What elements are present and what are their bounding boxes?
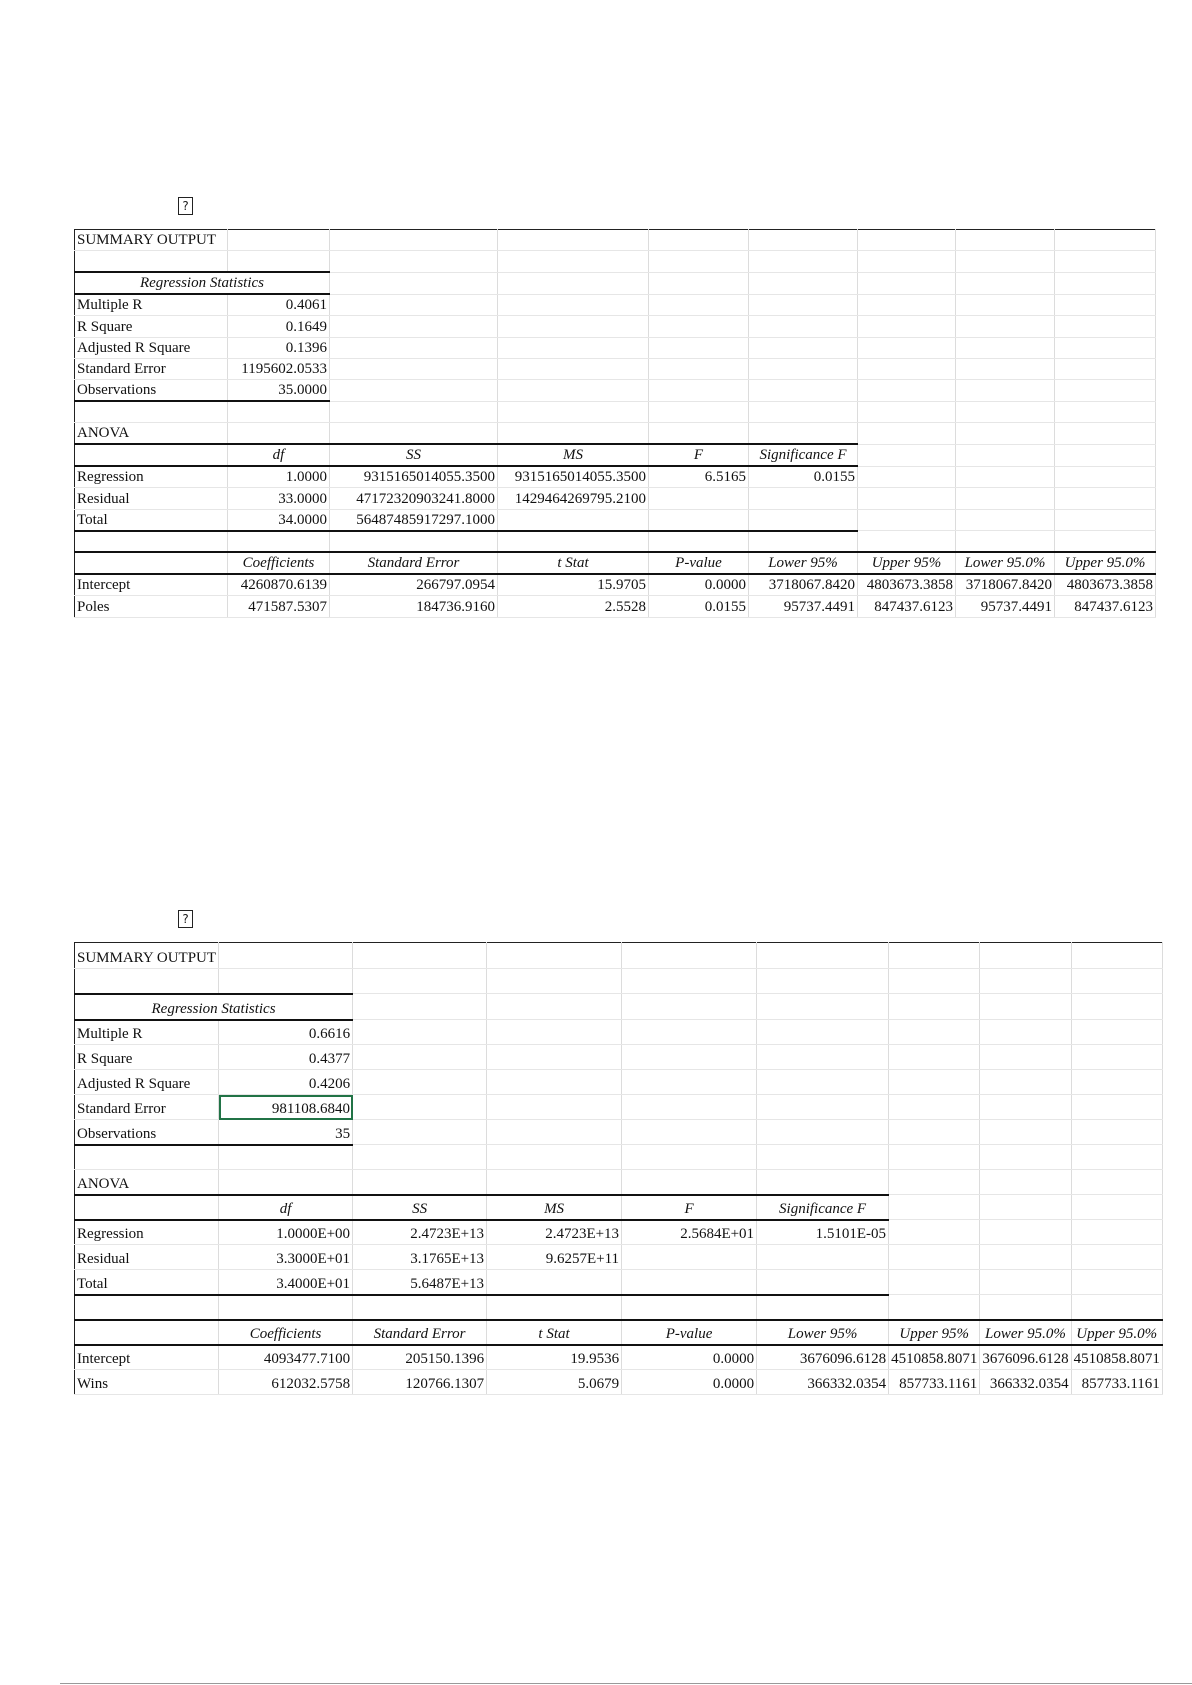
coef-value: 4093477.7100 <box>219 1345 353 1370</box>
stat-label: Multiple R <box>75 1020 219 1045</box>
coef-header: Upper 95.0% <box>1071 1320 1162 1345</box>
anova-ss: 56487485917297.1000 <box>330 509 498 531</box>
anova-ms: 2.4723E+13 <box>487 1220 622 1245</box>
anova-df: 34.0000 <box>228 509 330 531</box>
stat-value: 1195602.0533 <box>228 359 330 380</box>
anova-df: 3.4000E+01 <box>219 1270 353 1295</box>
anova-ss: 47172320903241.8000 <box>330 488 498 509</box>
summary-output-2 <box>74 942 1163 1395</box>
stat-row <box>75 1120 1163 1145</box>
stat-label: Observations <box>75 380 228 402</box>
coef-header: Lower 95% <box>757 1320 889 1345</box>
stat-value: 0.1649 <box>228 316 330 337</box>
anova-df: 3.3000E+01 <box>219 1245 353 1270</box>
coef-header: Upper 95% <box>858 552 956 574</box>
stat-row <box>75 359 1156 380</box>
anova-title-row <box>75 423 1156 445</box>
coef-header-row <box>75 1320 1163 1345</box>
stat-row <box>75 1095 1163 1120</box>
coef-header: Lower 95% <box>749 552 858 574</box>
anova-header: df <box>219 1195 353 1220</box>
selected-cell-standard-error[interactable]: 981108.6840 <box>219 1095 353 1120</box>
anova-header: F <box>622 1195 757 1220</box>
anova-row <box>75 1270 1163 1295</box>
anova-ss: 2.4723E+13 <box>353 1220 487 1245</box>
coef-upper950: 4803673.3858 <box>1055 574 1156 596</box>
summary-title: SUMMARY OUTPUT <box>75 943 219 969</box>
reg-stats-header-row <box>75 994 1163 1020</box>
coef-header: t Stat <box>498 552 649 574</box>
anova-label: Total <box>75 1270 219 1295</box>
coef-value: 471587.5307 <box>228 596 330 617</box>
coef-se: 205150.1396 <box>353 1345 487 1370</box>
anova-row <box>75 1220 1163 1245</box>
stat-label: Adjusted R Square <box>75 337 228 358</box>
regression-statistics-header: Regression Statistics <box>75 272 330 294</box>
coef-upper95: 857733.1161 <box>889 1370 980 1395</box>
anova-header: SS <box>330 444 498 466</box>
coef-lower950: 3718067.8420 <box>956 574 1055 596</box>
stat-row <box>75 1045 1163 1070</box>
summary-output-1 <box>74 229 1156 618</box>
coef-label: Poles <box>75 596 228 617</box>
coef-lower950: 366332.0354 <box>980 1370 1071 1395</box>
stat-row <box>75 1020 1163 1045</box>
anova-df: 33.0000 <box>228 488 330 509</box>
anova-label: Residual <box>75 1245 219 1270</box>
coef-header: Lower 95.0% <box>956 552 1055 574</box>
anova-row <box>75 466 1156 488</box>
coef-t: 15.9705 <box>498 574 649 596</box>
coef-header: Standard Error <box>353 1320 487 1345</box>
title-row <box>75 943 1163 969</box>
stat-value: 0.4061 <box>228 294 330 316</box>
stat-value: 0.6616 <box>219 1020 353 1045</box>
stat-row <box>75 294 1156 316</box>
anova-ss: 5.6487E+13 <box>353 1270 487 1295</box>
stat-label: Standard Error <box>75 1095 219 1120</box>
coef-upper95: 847437.6123 <box>858 596 956 617</box>
anova-header: MS <box>487 1195 622 1220</box>
stat-row <box>75 316 1156 337</box>
stat-value: 0.1396 <box>228 337 330 358</box>
coef-header: Standard Error <box>330 552 498 574</box>
anova-title: ANOVA <box>75 1170 219 1195</box>
regression-statistics-header: Regression Statistics <box>75 994 353 1020</box>
coef-t: 19.9536 <box>487 1345 622 1370</box>
anova-header: Significance F <box>749 444 858 466</box>
stat-value: 0.4206 <box>219 1070 353 1095</box>
anova-sig: 0.0155 <box>749 466 858 488</box>
coef-header-row <box>75 552 1156 574</box>
stat-label: Standard Error <box>75 359 228 380</box>
anova-row <box>75 488 1156 509</box>
anova-row <box>75 509 1156 531</box>
coef-header: P-value <box>649 552 749 574</box>
coef-p: 0.0000 <box>622 1345 757 1370</box>
coef-p: 0.0000 <box>622 1370 757 1395</box>
stat-value: 0.4377 <box>219 1045 353 1070</box>
anova-f: 2.5684E+01 <box>622 1220 757 1245</box>
coef-label: Wins <box>75 1370 219 1395</box>
stat-label: Adjusted R Square <box>75 1070 219 1095</box>
coef-lower950: 3676096.6128 <box>980 1345 1071 1370</box>
coef-p: 0.0000 <box>649 574 749 596</box>
coef-lower95: 95737.4491 <box>749 596 858 617</box>
coef-upper95: 4803673.3858 <box>858 574 956 596</box>
coef-row <box>75 596 1156 617</box>
anova-sig: 1.5101E-05 <box>757 1220 889 1245</box>
anova-ss: 9315165014055.3500 <box>330 466 498 488</box>
title-row <box>75 230 1156 251</box>
stat-value: 35.0000 <box>228 380 330 402</box>
coef-value: 4260870.6139 <box>228 574 330 596</box>
coef-se: 184736.9160 <box>330 596 498 617</box>
anova-header: SS <box>353 1195 487 1220</box>
reg-stats-header-row <box>75 272 1156 294</box>
missing-image-icon: ? <box>178 910 193 928</box>
coef-header: Coefficients <box>219 1320 353 1345</box>
coef-upper950: 4510858.8071 <box>1071 1345 1162 1370</box>
coef-lower95: 366332.0354 <box>757 1370 889 1395</box>
anova-ms: 9.6257E+11 <box>487 1245 622 1270</box>
coef-t: 2.5528 <box>498 596 649 617</box>
missing-image-icon: ? <box>178 197 193 215</box>
coef-header: Upper 95.0% <box>1055 552 1156 574</box>
anova-f: 6.5165 <box>649 466 749 488</box>
coef-lower95: 3676096.6128 <box>757 1345 889 1370</box>
anova-header: Significance F <box>757 1195 889 1220</box>
coef-p: 0.0155 <box>649 596 749 617</box>
coef-header: t Stat <box>487 1320 622 1345</box>
coef-se: 266797.0954 <box>330 574 498 596</box>
anova-header-row <box>75 444 1156 466</box>
coef-upper95: 4510858.8071 <box>889 1345 980 1370</box>
coef-label: Intercept <box>75 574 228 596</box>
anova-header: MS <box>498 444 649 466</box>
coef-row <box>75 1370 1163 1395</box>
summary-title: SUMMARY OUTPUT <box>75 230 228 251</box>
coef-lower950: 95737.4491 <box>956 596 1055 617</box>
anova-label: Regression <box>75 1220 219 1245</box>
coef-header: Upper 95% <box>889 1320 980 1345</box>
stat-label: Multiple R <box>75 294 228 316</box>
stat-label: R Square <box>75 316 228 337</box>
coef-se: 120766.1307 <box>353 1370 487 1395</box>
coef-lower95: 3718067.8420 <box>749 574 858 596</box>
anova-label: Total <box>75 509 228 531</box>
anova-header: F <box>649 444 749 466</box>
anova-label: Residual <box>75 488 228 509</box>
anova-header-row <box>75 1195 1163 1220</box>
page-footer-rule <box>60 1683 1192 1684</box>
coef-row <box>75 574 1156 596</box>
coef-t: 5.0679 <box>487 1370 622 1395</box>
stat-row <box>75 380 1156 402</box>
stat-row <box>75 337 1156 358</box>
stat-label: R Square <box>75 1045 219 1070</box>
coef-upper950: 847437.6123 <box>1055 596 1156 617</box>
anova-df: 1.0000E+00 <box>219 1220 353 1245</box>
anova-title: ANOVA <box>75 423 228 445</box>
anova-ms: 9315165014055.3500 <box>498 466 649 488</box>
coef-value: 612032.5758 <box>219 1370 353 1395</box>
stat-row <box>75 1070 1163 1095</box>
coef-header: Lower 95.0% <box>980 1320 1071 1345</box>
anova-label: Regression <box>75 466 228 488</box>
stat-value: 35 <box>219 1120 353 1145</box>
coef-upper950: 857733.1161 <box>1071 1370 1162 1395</box>
stat-label: Observations <box>75 1120 219 1145</box>
anova-row <box>75 1245 1163 1270</box>
anova-df: 1.0000 <box>228 466 330 488</box>
coef-label: Intercept <box>75 1345 219 1370</box>
anova-ss: 3.1765E+13 <box>353 1245 487 1270</box>
anova-title-row <box>75 1170 1163 1195</box>
anova-header: df <box>228 444 330 466</box>
coef-header: P-value <box>622 1320 757 1345</box>
anova-ms: 1429464269795.2100 <box>498 488 649 509</box>
coef-header: Coefficients <box>228 552 330 574</box>
coef-row <box>75 1345 1163 1370</box>
